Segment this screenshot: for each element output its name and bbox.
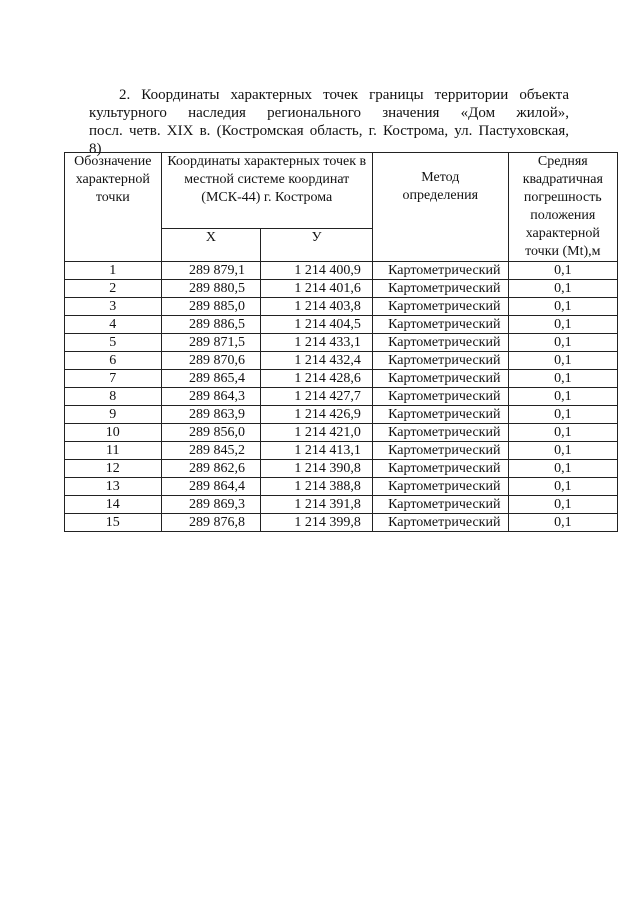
method-cell: Картометрический: [372, 496, 508, 514]
error-cell: 0,1: [508, 316, 617, 334]
table-body: [65, 262, 618, 532]
coord-y: 1 214 388,8: [261, 478, 373, 496]
point-number: 4: [65, 316, 162, 334]
table-row: [65, 298, 618, 316]
method-cell: Картометрический: [372, 406, 508, 424]
coord-x: 289 885,0: [161, 298, 261, 316]
coord-x: 289 870,6: [161, 352, 261, 370]
error-cell: 0,1: [508, 424, 617, 442]
coord-y: 1 214 403,8: [261, 298, 373, 316]
coord-y: 1 214 427,7: [261, 388, 373, 406]
error-cell: 0,1: [508, 262, 617, 280]
header-method: Метод определения: [372, 153, 508, 262]
error-cell: 0,1: [508, 496, 617, 514]
point-number: 10: [65, 424, 162, 442]
header-designation: Обозначение характерной точки: [65, 153, 162, 262]
error-cell: 0,1: [508, 478, 617, 496]
coord-y: 1 214 413,1: [261, 442, 373, 460]
coord-x: 289 869,3: [161, 496, 261, 514]
coord-x: 289 886,5: [161, 316, 261, 334]
header-x: Х: [161, 229, 261, 262]
table-row: [65, 316, 618, 334]
error-cell: 0,1: [508, 334, 617, 352]
coord-x: 289 865,4: [161, 370, 261, 388]
table-row: [65, 514, 618, 532]
table-row: [65, 460, 618, 478]
error-cell: 0,1: [508, 280, 617, 298]
point-number: 14: [65, 496, 162, 514]
coord-y: 1 214 401,6: [261, 280, 373, 298]
method-cell: Картометрический: [372, 388, 508, 406]
heading-line-2: культурного наследия регионального значения «Дом жилой»,: [89, 105, 569, 121]
table-row: [65, 406, 618, 424]
point-number: 7: [65, 370, 162, 388]
method-cell: Картометрический: [372, 262, 508, 280]
header-y: У: [261, 229, 373, 262]
coord-x: 289 879,1: [161, 262, 261, 280]
error-cell: 0,1: [508, 370, 617, 388]
point-number: 9: [65, 406, 162, 424]
coord-x: 289 871,5: [161, 334, 261, 352]
point-number: 2: [65, 280, 162, 298]
heading-line-4: 8): [89, 141, 102, 157]
point-number: 15: [65, 514, 162, 532]
point-number: 13: [65, 478, 162, 496]
table-row: [65, 442, 618, 460]
method-cell: Картометрический: [372, 334, 508, 352]
point-number: 1: [65, 262, 162, 280]
table-row: [65, 370, 618, 388]
section-heading: [89, 86, 569, 158]
coord-y: 1 214 421,0: [261, 424, 373, 442]
coord-y: 1 214 433,1: [261, 334, 373, 352]
coord-x: 289 880,5: [161, 280, 261, 298]
method-cell: Картометрический: [372, 316, 508, 334]
coord-x: 289 864,4: [161, 478, 261, 496]
point-number: 11: [65, 442, 162, 460]
point-number: 5: [65, 334, 162, 352]
coord-x: 289 876,8: [161, 514, 261, 532]
error-cell: 0,1: [508, 406, 617, 424]
error-cell: 0,1: [508, 514, 617, 532]
coord-x: 289 864,3: [161, 388, 261, 406]
coord-y: 1 214 428,6: [261, 370, 373, 388]
error-cell: 0,1: [508, 460, 617, 478]
coord-x: 289 845,2: [161, 442, 261, 460]
error-cell: 0,1: [508, 352, 617, 370]
coord-y: 1 214 426,9: [261, 406, 373, 424]
table-row: [65, 478, 618, 496]
point-number: 12: [65, 460, 162, 478]
error-cell: 0,1: [508, 298, 617, 316]
table-row: [65, 352, 618, 370]
method-cell: Картометрический: [372, 298, 508, 316]
table-row: [65, 280, 618, 298]
method-cell: Картометрический: [372, 280, 508, 298]
error-cell: 0,1: [508, 442, 617, 460]
method-cell: Картометрический: [372, 442, 508, 460]
coord-y: 1 214 391,8: [261, 496, 373, 514]
point-number: 3: [65, 298, 162, 316]
table-row: [65, 424, 618, 442]
table-row: [65, 388, 618, 406]
coord-x: 289 862,6: [161, 460, 261, 478]
method-cell: Картометрический: [372, 460, 508, 478]
coord-y: 1 214 404,5: [261, 316, 373, 334]
method-cell: Картометрический: [372, 514, 508, 532]
coord-x: 289 856,0: [161, 424, 261, 442]
table-row: [65, 262, 618, 280]
point-number: 6: [65, 352, 162, 370]
coordinates-table: [64, 152, 618, 532]
coord-y: 1 214 390,8: [261, 460, 373, 478]
header-coordinates: Координаты характерных точек в местной системе координат (МСК-44) г. Кострома: [161, 153, 372, 229]
table-row: [65, 334, 618, 352]
coord-y: 1 214 400,9: [261, 262, 373, 280]
method-cell: Картометрический: [372, 352, 508, 370]
coord-x: 289 863,9: [161, 406, 261, 424]
header-error: Средняя квадратичная погрешность положения характерной точки (Mt),м: [508, 153, 617, 262]
coord-y: 1 214 399,8: [261, 514, 373, 532]
method-cell: Картометрический: [372, 370, 508, 388]
method-cell: Картометрический: [372, 478, 508, 496]
table-row: [65, 496, 618, 514]
coord-y: 1 214 432,4: [261, 352, 373, 370]
method-cell: Картометрический: [372, 424, 508, 442]
point-number: 8: [65, 388, 162, 406]
error-cell: 0,1: [508, 388, 617, 406]
heading-line-1: 2. Координаты характерных точек границы территории объекта: [119, 87, 569, 103]
heading-line-3: посл. четв. XIX в. (Костромская область, г. Кострома, ул. Пастуховская,: [89, 123, 569, 139]
